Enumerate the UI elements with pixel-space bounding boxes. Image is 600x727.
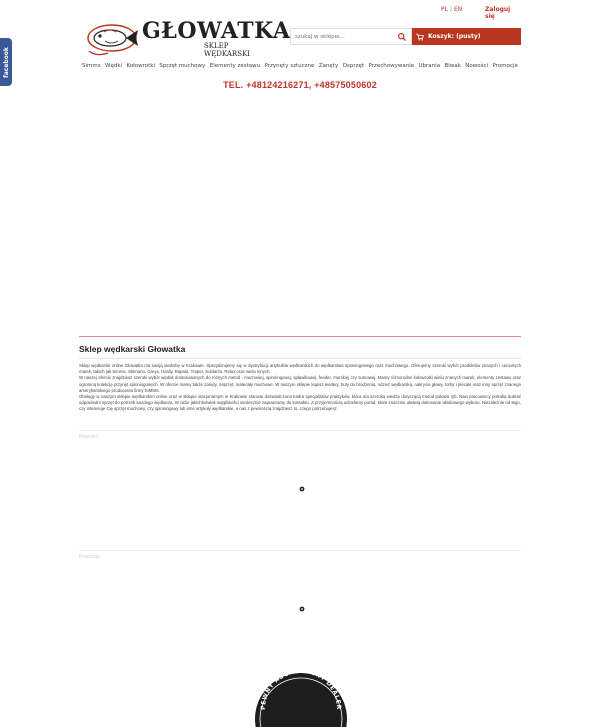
main-nav xyxy=(79,60,521,72)
section-divider xyxy=(79,550,521,551)
nav-item-simms[interactable]: Simms xyxy=(82,63,101,69)
search-input[interactable] xyxy=(291,34,391,40)
logo-subtitle: SKLEP WĘDKARSKI xyxy=(204,42,250,58)
nav-item-promocje[interactable]: Promocje xyxy=(492,63,518,69)
lang-separator: / xyxy=(449,6,452,13)
promotions-label: Promocje xyxy=(79,554,101,560)
nav-item-wedki[interactable]: Wędki xyxy=(105,63,123,69)
language-switcher xyxy=(441,6,462,13)
loading-spinner-icon xyxy=(299,606,305,612)
lang-pl-link[interactable]: PL xyxy=(441,6,448,13)
nav-item-elementy-zestawu[interactable]: Elementy zestawu xyxy=(209,63,261,69)
facebook-side-tab[interactable] xyxy=(0,38,12,86)
about-paragraph-2: W naszej ofercie znajdziesz szeroki wybór wędek dostosowanych do różnych metod - muchowej, spinningowej, spławikowej, feeder, morskiej czy sumowej. Mamy różnorodne kołowrotki wielu znanych marek, elementy zestawu oraz ogromną kolekcję przynęt spinningowych. W ofercie mamy także zanęty, osprzęt, materiały muchowe. W naszym sklepie kupisz wodery, buty do brodzenia, odzież wędkarską, nakrycia głowy, torby i plecaki oraz inny sprzęt znanego amerykańskiego producenta firmy SIMMS. xyxy=(79,375,521,393)
nav-item-przynety-sztuczne[interactable]: Przynęty sztuczne xyxy=(264,63,315,69)
cart-label: Koszyk: (pusty) xyxy=(428,33,481,40)
nav-item-zanety[interactable]: Zanęty xyxy=(318,63,339,69)
search-icon[interactable] xyxy=(397,32,407,42)
loading-spinner-icon xyxy=(299,486,305,492)
login-link[interactable]: Zaloguj się xyxy=(485,6,511,20)
nav-item-przechowywanie[interactable]: Przechowywanie xyxy=(368,63,415,69)
nav-item-osprzet[interactable]: Osprzęt xyxy=(342,63,365,69)
nav-item-nowosci[interactable]: Nowości xyxy=(465,63,489,69)
about-paragraph-1: Sklep wędkarski online Głowatka ma swoją siedzibę w Krakowie. Specjalizujemy się w dystrybucji artykułów wędkarskich do wędkarstwa spinningowego oraz muchowego. Oferujemy szeroki wybór produktów znanych i cenionych marek, takich jak Simms, Shimano, Greys, Hardy, Rapala, Traper, Soldarini, Relax oraz wielu innych. xyxy=(79,363,521,375)
cart-button[interactable] xyxy=(412,28,521,45)
logo-title: GŁOWATKA xyxy=(142,18,291,44)
new-products-section xyxy=(79,430,521,440)
facebook-tab-label: facebook xyxy=(2,46,10,78)
nav-item-ubrania[interactable]: Ubrania xyxy=(418,63,441,69)
header xyxy=(79,20,521,60)
about-section xyxy=(79,336,521,413)
nav-item-biwak[interactable]: Biwak xyxy=(444,63,461,69)
about-paragraph-3: Obsługę w naszym sklepie wędkarskim online oraz w sklepie stacjonarnym w Krakowie stanowi doświadczona kadra specjalistów praktyków, która ma szeroką wiedzę dotyczącą metod połowu ryb. Nasi pracownicy potrafią dobrać odpowiedni sprzęt do potrzeb każdego wędkarza. W razie jakichkolwiek wątpliwości serdecznie zapraszamy do kontaktu. Z przyjemnością udzielamy porad, które znacznie ułatwią dokonanie właściwego wyboru. Niezależnie od tego, czy interesuje Cię sprzęt muchowy, czy spinningowy lub inne artykuły wędkarskie, u nas z pewnością znajdziesz to, czego potrzebujesz. xyxy=(79,394,521,412)
section-divider xyxy=(79,430,521,431)
about-heading: Sklep wędkarski Głowatka xyxy=(79,344,186,354)
fish-logo-icon xyxy=(84,17,146,59)
dealer-badge-icon xyxy=(251,667,351,727)
new-products-label: Nowości xyxy=(79,434,98,440)
nav-item-kolowrotki[interactable]: Kołowrotki xyxy=(126,63,155,69)
logo[interactable] xyxy=(84,17,291,59)
heading-divider xyxy=(79,358,521,359)
nav-item-sprzet-muchowy[interactable]: Sprzęt muchowy xyxy=(159,63,206,69)
cart-icon xyxy=(416,33,424,41)
promotions-section xyxy=(79,550,521,560)
page-container xyxy=(79,0,521,560)
phone-number[interactable]: TEL. +48124216271, +48575050602 xyxy=(223,80,377,90)
lang-en-link[interactable]: EN xyxy=(454,6,463,13)
search-box xyxy=(290,28,412,45)
section-divider xyxy=(79,336,521,337)
badge-text: PEWNY ASORTYMENT DEALER xyxy=(259,667,343,711)
